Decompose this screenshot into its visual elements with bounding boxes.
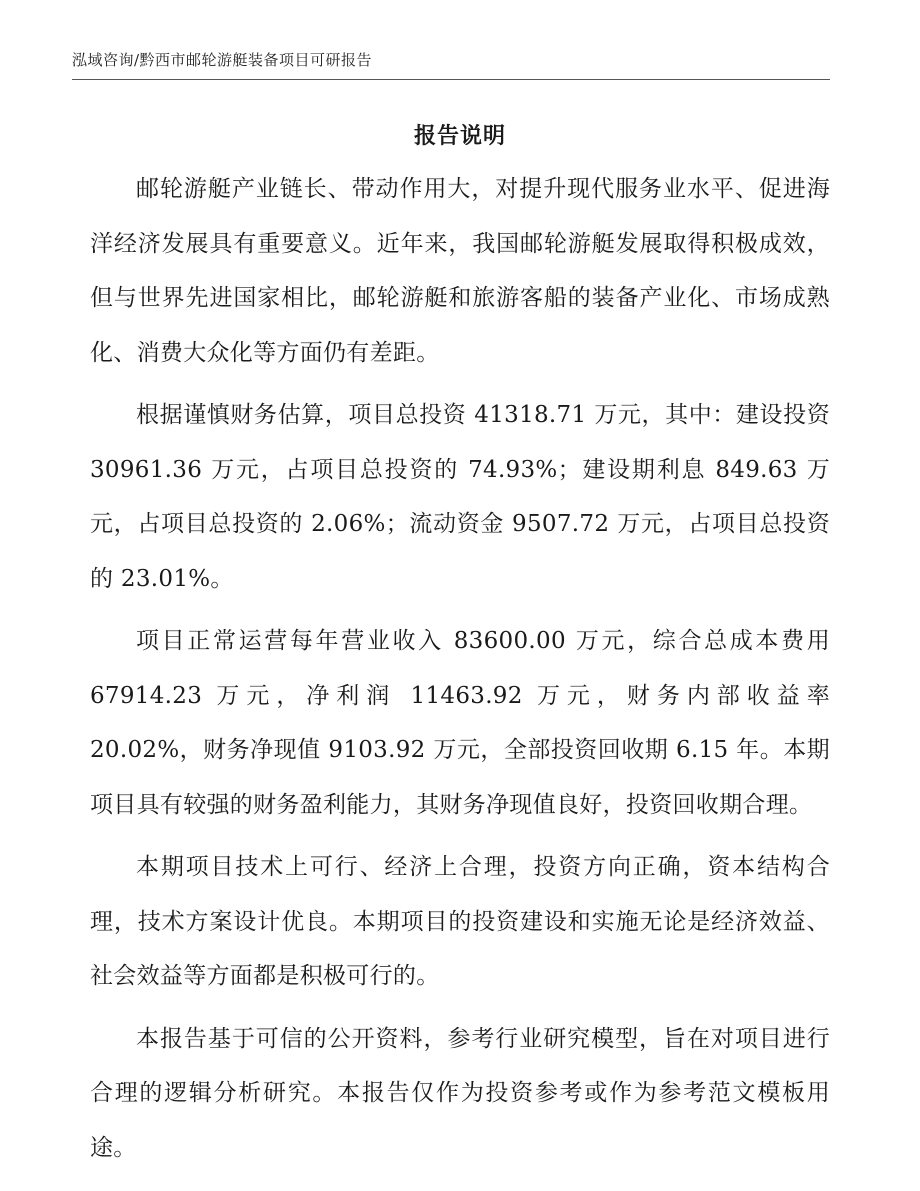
document-body: [90, 162, 830, 1183]
paragraph-investment: 根据谨慎财务估算，项目总投资 41318.71 万元，其中：建设投资 30961.36 万元，占项目总投资的 74.93%；建设期利息 849.63 万元，占项目总投资的 2.06%；流动资金 9507.72 万元，占项目总投资的 23.01%。: [90, 402, 830, 592]
paragraph-revenue: 项目正常运营每年营业收入 83600.00 万元，综合总成本费用 67914.23 万元，净利润 11463.92 万元，财务内部收益率 20.02%，财务净现值 9103.92 万元，全部投资回收期 6.15 年。本期项目具有较强的财务盈利能力，其财务净现值良好，投资回收期合理。: [90, 628, 830, 818]
paragraph-feasibility: 本期项目技术上可行、经济上合理，投资方向正确，资本结构合理，技术方案设计优良。本期项目的投资建设和实施无论是经济效益、社会效益等方面都是积极可行的。: [90, 854, 830, 989]
paragraph-intro: 邮轮游艇产业链长、带动作用大，对提升现代服务业水平、促进海洋经济发展具有重要意义。近年来，我国邮轮游艇发展取得积极成效，但与世界先进国家相比，邮轮游艇和旅游客船的装备产业化、市场成熟化、消费大众化等方面仍有差距。: [90, 176, 830, 366]
running-header: 泓域咨询/黔西市邮轮游艇装备项目可研报告: [72, 51, 373, 69]
paragraph-disclaimer: 本报告基于可信的公开资料，参考行业研究模型，旨在对项目进行合理的逻辑分析研究。本报告仅作为投资参考或作为参考范文模板用途。: [90, 1025, 830, 1161]
header-divider: [72, 79, 830, 80]
page-title: 报告说明: [413, 123, 506, 149]
